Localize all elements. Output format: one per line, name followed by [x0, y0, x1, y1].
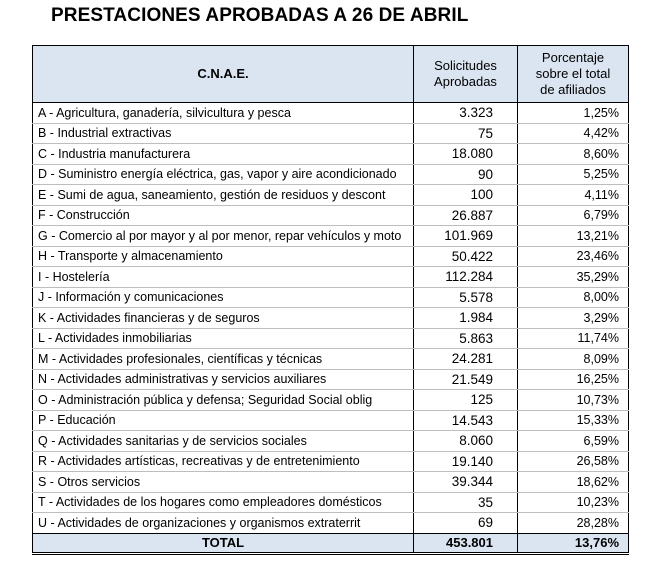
- table-row: [33, 349, 629, 370]
- column-header-porcentaje-line2: sobre el total: [535, 66, 611, 81]
- table-row: [33, 267, 629, 288]
- cnae-cell: K - Actividades financieras y de seguros: [33, 308, 414, 329]
- porcentaje-cell: 8,00%: [518, 287, 629, 308]
- cnae-cell: L - Actividades inmobiliarias: [33, 328, 414, 349]
- cnae-cell: B - Industrial extractivas: [33, 123, 414, 144]
- cnae-cell: A - Agricultura, ganadería, silvicultura y pesca: [33, 103, 414, 124]
- solicitudes-cell: 19.140: [414, 451, 518, 472]
- cnae-cell: F - Construcción: [33, 205, 414, 226]
- solicitudes-cell: 101.969: [414, 226, 518, 247]
- solicitudes-cell: 21.549: [414, 369, 518, 390]
- solicitudes-cell: 69: [414, 513, 518, 534]
- table-body: [33, 103, 629, 534]
- table-row: [33, 185, 629, 206]
- solicitudes-cell: 14.543: [414, 410, 518, 431]
- porcentaje-cell: 23,46%: [518, 246, 629, 267]
- solicitudes-cell: 3.323: [414, 103, 518, 124]
- cnae-cell: O - Administración pública y defensa; Seguridad Social oblig: [33, 390, 414, 411]
- table-row: [33, 328, 629, 349]
- table-row: [33, 492, 629, 513]
- cnae-cell: G - Comercio al por mayor y al por menor, repar vehículos y moto: [33, 226, 414, 247]
- solicitudes-cell: 5.578: [414, 287, 518, 308]
- table-row: [33, 226, 629, 247]
- solicitudes-cell: 75: [414, 123, 518, 144]
- solicitudes-cell: 90: [414, 164, 518, 185]
- table-row: [33, 144, 629, 165]
- cnae-cell: Q - Actividades sanitarias y de servicios sociales: [33, 431, 414, 452]
- solicitudes-cell: 24.281: [414, 349, 518, 370]
- column-header-porcentaje-line1: Porcentaje: [541, 50, 605, 65]
- column-header-solicitudes-line1: Solicitudes: [434, 58, 497, 73]
- table-row: [33, 431, 629, 452]
- cnae-cell: R - Actividades artísticas, recreativas y de entretenimiento: [33, 451, 414, 472]
- porcentaje-cell: 8,60%: [518, 144, 629, 165]
- column-header-porcentaje-line3: de afiliados: [540, 82, 606, 97]
- table-row: [33, 205, 629, 226]
- cnae-cell: I - Hostelería: [33, 267, 414, 288]
- porcentaje-cell: 4,11%: [518, 185, 629, 206]
- solicitudes-cell: 112.284: [414, 267, 518, 288]
- cnae-cell: U - Actividades de organizaciones y organismos extraterrit: [33, 513, 414, 534]
- cnae-cell: D - Suministro energía eléctrica, gas, vapor y aire acondicionado: [33, 164, 414, 185]
- solicitudes-cell: 125: [414, 390, 518, 411]
- porcentaje-cell: 4,42%: [518, 123, 629, 144]
- cnae-table: [32, 45, 629, 555]
- solicitudes-cell: 18.080: [414, 144, 518, 165]
- porcentaje-cell: 10,73%: [518, 390, 629, 411]
- cnae-cell: S - Otros servicios: [33, 472, 414, 493]
- total-row: [33, 533, 629, 553]
- cnae-cell: N - Actividades administrativas y servicios auxiliares: [33, 369, 414, 390]
- solicitudes-cell: 39.344: [414, 472, 518, 493]
- porcentaje-cell: 10,23%: [518, 492, 629, 513]
- solicitudes-cell: 100: [414, 185, 518, 206]
- porcentaje-cell: 3,29%: [518, 308, 629, 329]
- column-header-solicitudes-line2: Aprobadas: [434, 74, 497, 89]
- table-row: [33, 123, 629, 144]
- cnae-cell: H - Transporte y almacenamiento: [33, 246, 414, 267]
- porcentaje-cell: 26,58%: [518, 451, 629, 472]
- solicitudes-cell: 50.422: [414, 246, 518, 267]
- porcentaje-cell: 28,28%: [518, 513, 629, 534]
- solicitudes-cell: 5.863: [414, 328, 518, 349]
- total-percentage: 13,76%: [518, 533, 629, 553]
- solicitudes-cell: 26.887: [414, 205, 518, 226]
- table-row: [33, 103, 629, 124]
- cnae-cell: J - Información y comunicaciones: [33, 287, 414, 308]
- table-row: [33, 287, 629, 308]
- table-row: [33, 246, 629, 267]
- cnae-cell: P - Educación: [33, 410, 414, 431]
- total-label: TOTAL: [33, 533, 414, 553]
- total-count: 453.801: [414, 533, 518, 553]
- column-header-solicitudes: [414, 46, 518, 103]
- table-row: [33, 451, 629, 472]
- porcentaje-cell: 6,59%: [518, 431, 629, 452]
- table-row: [33, 308, 629, 329]
- cnae-cell: M - Actividades profesionales, científicas y técnicas: [33, 349, 414, 370]
- table-row: [33, 390, 629, 411]
- table-row: [33, 410, 629, 431]
- porcentaje-cell: 18,62%: [518, 472, 629, 493]
- table-row: [33, 369, 629, 390]
- porcentaje-cell: 11,74%: [518, 328, 629, 349]
- porcentaje-cell: 15,33%: [518, 410, 629, 431]
- porcentaje-cell: 1,25%: [518, 103, 629, 124]
- table-row: [33, 513, 629, 534]
- page-title: PRESTACIONES APROBADAS A 26 DE ABRIL: [51, 5, 469, 26]
- porcentaje-cell: 6,79%: [518, 205, 629, 226]
- porcentaje-cell: 13,21%: [518, 226, 629, 247]
- solicitudes-cell: 8.060: [414, 431, 518, 452]
- cnae-cell: T - Actividades de los hogares como empleadores domésticos: [33, 492, 414, 513]
- porcentaje-cell: 5,25%: [518, 164, 629, 185]
- porcentaje-cell: 8,09%: [518, 349, 629, 370]
- solicitudes-cell: 1.984: [414, 308, 518, 329]
- column-header-cnae: C.N.A.E.: [33, 46, 414, 103]
- cnae-cell: C - Industria manufacturera: [33, 144, 414, 165]
- table-row: [33, 472, 629, 493]
- column-header-porcentaje: [518, 46, 629, 103]
- cnae-cell: E - Sumi de agua, saneamiento, gestión de residuos y descont: [33, 185, 414, 206]
- porcentaje-cell: 16,25%: [518, 369, 629, 390]
- table-row: [33, 164, 629, 185]
- table-header-row: [33, 46, 629, 103]
- porcentaje-cell: 35,29%: [518, 267, 629, 288]
- solicitudes-cell: 35: [414, 492, 518, 513]
